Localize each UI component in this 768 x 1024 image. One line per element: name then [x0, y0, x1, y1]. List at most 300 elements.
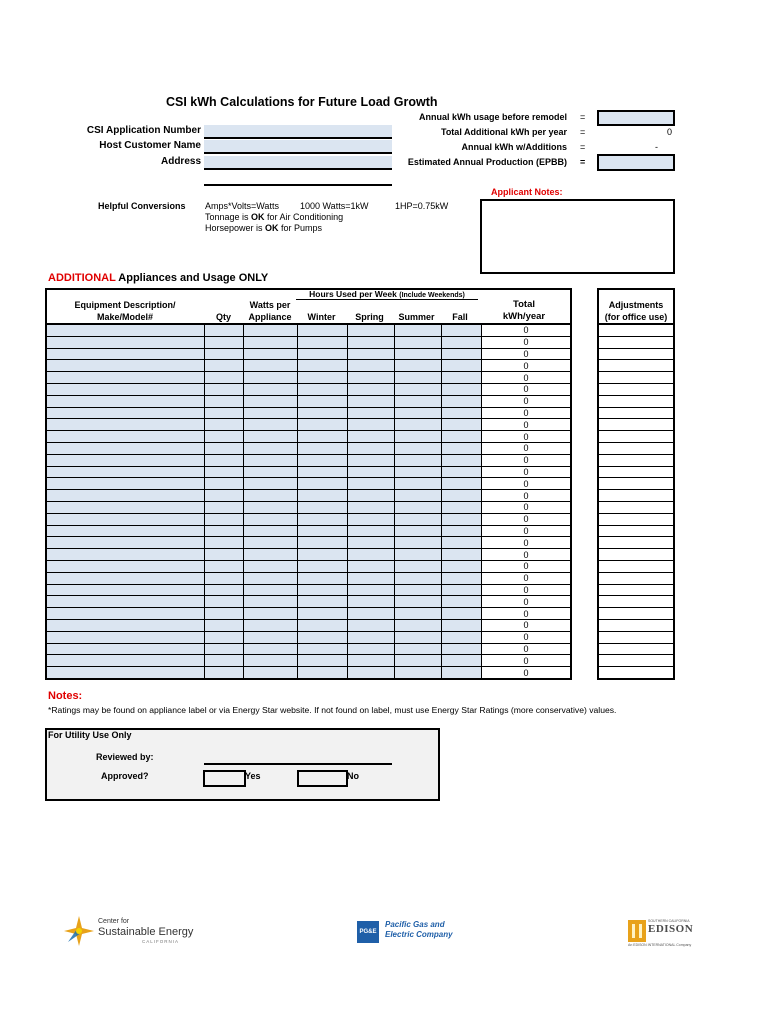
equipment-cell[interactable] [46, 572, 205, 584]
qty-cell[interactable] [205, 395, 244, 407]
fall-cell[interactable] [441, 431, 481, 443]
adjustment-cell[interactable] [598, 442, 674, 454]
reviewed-input[interactable] [204, 752, 392, 765]
fall-cell[interactable] [441, 336, 481, 348]
spring-cell[interactable] [347, 537, 394, 549]
watts-cell[interactable] [244, 490, 298, 502]
adjustment-cell[interactable] [598, 466, 674, 478]
equipment-cell[interactable] [46, 442, 205, 454]
watts-cell[interactable] [244, 572, 298, 584]
watts-cell[interactable] [244, 478, 298, 490]
address-label: Address [160, 156, 201, 167]
total-kwh-cell: 0 [482, 407, 571, 419]
equipment-cell[interactable] [46, 383, 205, 395]
equipment-cell[interactable] [46, 336, 205, 348]
fall-cell[interactable] [441, 419, 481, 431]
fall-cell[interactable] [441, 372, 481, 384]
watts-cell[interactable] [244, 348, 298, 360]
adjustment-cell[interactable] [598, 348, 674, 360]
adjustment-cell[interactable] [598, 525, 674, 537]
equipment-cell[interactable] [46, 324, 205, 336]
spring-cell[interactable] [347, 584, 394, 596]
before-remodel-label: Annual kWh usage before remodel [418, 112, 567, 122]
watts-cell[interactable] [244, 608, 298, 620]
tonnage-suffix: for Air Conditioning [264, 212, 344, 222]
appliance-table [45, 323, 572, 680]
adjustment-cell[interactable] [598, 596, 674, 608]
watts-cell[interactable] [244, 537, 298, 549]
equipment-cell[interactable] [46, 584, 205, 596]
watts-cell[interactable] [244, 643, 298, 655]
summer-cell[interactable] [394, 324, 441, 336]
watts-cell[interactable] [244, 407, 298, 419]
winter-cell[interactable] [298, 619, 347, 631]
spring-cell[interactable] [347, 549, 394, 561]
adjustment-row [598, 631, 674, 643]
winter-cell[interactable] [298, 454, 347, 466]
qty-cell[interactable] [205, 549, 244, 561]
adjustment-cell[interactable] [598, 431, 674, 443]
winter-cell[interactable] [298, 572, 347, 584]
winter-cell[interactable] [298, 419, 347, 431]
spring-cell[interactable] [347, 655, 394, 667]
qty-cell[interactable] [205, 608, 244, 620]
equipment-cell[interactable] [46, 667, 205, 679]
spring-cell[interactable] [347, 442, 394, 454]
watts-cell[interactable] [244, 324, 298, 336]
qty-cell[interactable] [205, 431, 244, 443]
with-additions-label: Annual kWh w/Additions [461, 142, 567, 152]
fall-cell[interactable] [441, 549, 481, 561]
winter-cell[interactable] [298, 324, 347, 336]
equipment-cell[interactable] [46, 501, 205, 513]
qty-cell[interactable] [205, 513, 244, 525]
adjustment-cell[interactable] [598, 383, 674, 395]
table-row [46, 596, 571, 608]
fall-cell[interactable] [441, 478, 481, 490]
adjustment-row [598, 608, 674, 620]
qty-cell[interactable] [205, 442, 244, 454]
spring-cell[interactable] [347, 513, 394, 525]
watts-cell[interactable] [244, 596, 298, 608]
winter-cell[interactable] [298, 348, 347, 360]
winter-cell[interactable] [298, 360, 347, 372]
equipment-cell[interactable] [46, 490, 205, 502]
summer-cell[interactable] [394, 537, 441, 549]
winter-cell[interactable] [298, 643, 347, 655]
spring-cell[interactable] [347, 608, 394, 620]
spring-cell[interactable] [347, 454, 394, 466]
watts-cell[interactable] [244, 525, 298, 537]
adjustment-cell[interactable] [598, 490, 674, 502]
winter-cell[interactable] [298, 584, 347, 596]
equipment-cell[interactable] [46, 372, 205, 384]
adjustment-cell[interactable] [598, 372, 674, 384]
equipment-cell[interactable] [46, 395, 205, 407]
adjustment-cell[interactable] [598, 572, 674, 584]
table-row [46, 667, 571, 679]
adjustment-cell[interactable] [598, 419, 674, 431]
production-input[interactable] [597, 154, 675, 171]
winter-cell[interactable] [298, 395, 347, 407]
spring-cell[interactable] [347, 419, 394, 431]
qty-cell[interactable] [205, 478, 244, 490]
equipment-cell[interactable] [46, 619, 205, 631]
hours-header [296, 289, 478, 299]
watts-cell[interactable] [244, 454, 298, 466]
applicant-notes-box[interactable] [480, 199, 675, 274]
total-header-line2: kWh/year [502, 311, 546, 322]
watts-header [243, 299, 297, 323]
pge-logo [357, 917, 467, 947]
winter-cell[interactable] [298, 596, 347, 608]
summer-cell[interactable] [394, 608, 441, 620]
adjustment-cell[interactable] [598, 395, 674, 407]
qty-cell[interactable] [205, 560, 244, 572]
no-checkbox[interactable] [297, 770, 348, 787]
adjustment-cell[interactable] [598, 407, 674, 419]
table-row [46, 525, 571, 537]
fall-cell[interactable] [441, 560, 481, 572]
spring-cell[interactable] [347, 572, 394, 584]
summer-cell[interactable] [394, 643, 441, 655]
spring-cell[interactable] [347, 383, 394, 395]
watts-cell[interactable] [244, 584, 298, 596]
fall-cell[interactable] [441, 619, 481, 631]
adjustment-cell[interactable] [598, 549, 674, 561]
spring-cell[interactable] [347, 324, 394, 336]
qty-cell[interactable] [205, 537, 244, 549]
total-kwh-cell: 0 [482, 442, 571, 454]
summer-cell[interactable] [394, 560, 441, 572]
winter-cell[interactable] [298, 667, 347, 679]
fall-cell[interactable] [441, 631, 481, 643]
fall-cell[interactable] [441, 490, 481, 502]
winter-cell[interactable] [298, 466, 347, 478]
equipment-cell[interactable] [46, 655, 205, 667]
equipment-cell[interactable] [46, 525, 205, 537]
winter-cell[interactable] [298, 513, 347, 525]
spring-cell[interactable] [347, 667, 394, 679]
equipment-cell[interactable] [46, 407, 205, 419]
adjustment-cell[interactable] [598, 608, 674, 620]
summer-cell[interactable] [394, 478, 441, 490]
spring-cell[interactable] [347, 525, 394, 537]
adjustment-cell[interactable] [598, 360, 674, 372]
summer-cell[interactable] [394, 667, 441, 679]
spring-cell[interactable] [347, 348, 394, 360]
qty-cell[interactable] [205, 324, 244, 336]
table-row [46, 513, 571, 525]
spring-cell[interactable] [347, 501, 394, 513]
spring-cell[interactable] [347, 490, 394, 502]
table-row [46, 407, 571, 419]
summer-cell[interactable] [394, 454, 441, 466]
qty-cell[interactable] [205, 525, 244, 537]
summer-cell[interactable] [394, 419, 441, 431]
total-kwh-cell: 0 [482, 667, 571, 679]
qty-cell[interactable] [205, 348, 244, 360]
winter-cell[interactable] [298, 655, 347, 667]
adjustment-row [598, 395, 674, 407]
winter-cell[interactable] [298, 442, 347, 454]
table-row [46, 537, 571, 549]
spring-cell[interactable] [347, 631, 394, 643]
summer-cell[interactable] [394, 655, 441, 667]
summer-cell[interactable] [394, 336, 441, 348]
qty-cell[interactable] [205, 372, 244, 384]
qty-cell[interactable] [205, 655, 244, 667]
spring-cell[interactable] [347, 619, 394, 631]
adjustment-row [598, 619, 674, 631]
qty-cell[interactable] [205, 383, 244, 395]
fall-cell[interactable] [441, 466, 481, 478]
qty-cell[interactable] [205, 466, 244, 478]
summer-cell[interactable] [394, 395, 441, 407]
watts-cell[interactable] [244, 431, 298, 443]
approved-label: Approved? [101, 771, 149, 781]
fall-cell[interactable] [441, 596, 481, 608]
watts-cell[interactable] [244, 395, 298, 407]
watts-cell[interactable] [244, 667, 298, 679]
address-input-line1[interactable] [204, 156, 392, 170]
equipment-cell[interactable] [46, 596, 205, 608]
spring-cell[interactable] [347, 372, 394, 384]
spring-cell[interactable] [347, 431, 394, 443]
fall-cell[interactable] [441, 525, 481, 537]
adjustment-cell[interactable] [598, 619, 674, 631]
qty-cell[interactable] [205, 631, 244, 643]
qty-cell[interactable] [205, 572, 244, 584]
watts-cell[interactable] [244, 372, 298, 384]
equipment-cell[interactable] [46, 608, 205, 620]
yes-checkbox[interactable] [203, 770, 246, 787]
summer-cell[interactable] [394, 383, 441, 395]
summer-cell[interactable] [394, 572, 441, 584]
equipment-cell[interactable] [46, 419, 205, 431]
fall-cell[interactable] [441, 655, 481, 667]
adjustment-cell[interactable] [598, 324, 674, 336]
total-kwh-cell: 0 [482, 643, 571, 655]
equipment-cell[interactable] [46, 631, 205, 643]
spring-cell[interactable] [347, 643, 394, 655]
adjustment-cell[interactable] [598, 537, 674, 549]
total-kwh-cell: 0 [482, 360, 571, 372]
spring-cell[interactable] [347, 407, 394, 419]
winter-cell[interactable] [298, 560, 347, 572]
winter-cell[interactable] [298, 501, 347, 513]
summer-cell[interactable] [394, 596, 441, 608]
fall-cell[interactable] [441, 501, 481, 513]
adjustment-cell[interactable] [598, 667, 674, 679]
sce-logo [628, 918, 708, 948]
total-kwh-cell: 0 [482, 537, 571, 549]
summer-cell[interactable] [394, 490, 441, 502]
winter-cell[interactable] [298, 336, 347, 348]
qty-cell[interactable] [205, 454, 244, 466]
watts-cell[interactable] [244, 442, 298, 454]
qty-cell[interactable] [205, 667, 244, 679]
winter-cell[interactable] [298, 478, 347, 490]
application-number-input[interactable] [204, 125, 392, 139]
winter-cell[interactable] [298, 608, 347, 620]
equipment-cell[interactable] [46, 454, 205, 466]
qty-cell[interactable] [205, 490, 244, 502]
equipment-cell[interactable] [46, 560, 205, 572]
total-additional-label: Total Additional kWh per year [440, 127, 567, 137]
table-row [46, 608, 571, 620]
watts-cell[interactable] [244, 513, 298, 525]
fall-cell[interactable] [441, 324, 481, 336]
adjustment-cell[interactable] [598, 513, 674, 525]
winter-cell[interactable] [298, 372, 347, 384]
fall-cell[interactable] [441, 454, 481, 466]
summer-cell[interactable] [394, 442, 441, 454]
fall-cell[interactable] [441, 348, 481, 360]
winter-cell[interactable] [298, 631, 347, 643]
address-input-line2[interactable] [204, 172, 392, 186]
adjustment-cell[interactable] [598, 454, 674, 466]
fall-cell[interactable] [441, 442, 481, 454]
spring-cell[interactable] [347, 360, 394, 372]
adjustment-row [598, 643, 674, 655]
total-kwh-cell: 0 [482, 549, 571, 561]
host-customer-input[interactable] [204, 140, 392, 154]
watts-header-line1: Watts per [249, 300, 291, 310]
equipment-cell[interactable] [46, 348, 205, 360]
adjustment-cell[interactable] [598, 336, 674, 348]
summer-cell[interactable] [394, 549, 441, 561]
watts-cell[interactable] [244, 501, 298, 513]
winter-cell[interactable] [298, 525, 347, 537]
spring-cell[interactable] [347, 560, 394, 572]
page-title: CSI kWh Calculations for Future Load Growth [166, 95, 438, 109]
summer-cell[interactable] [394, 466, 441, 478]
qty-cell[interactable] [205, 584, 244, 596]
total-header [480, 299, 568, 323]
equipment-cell[interactable] [46, 643, 205, 655]
equipment-cell[interactable] [46, 537, 205, 549]
summer-cell[interactable] [394, 348, 441, 360]
table-row [46, 619, 571, 631]
total-kwh-cell: 0 [482, 608, 571, 620]
watts-cell[interactable] [244, 655, 298, 667]
utility-title: For Utility Use Only [48, 730, 132, 740]
adjustment-cell[interactable] [598, 643, 674, 655]
table-row [46, 395, 571, 407]
qty-cell[interactable] [205, 619, 244, 631]
fall-cell[interactable] [441, 584, 481, 596]
spring-cell[interactable] [347, 478, 394, 490]
fall-cell[interactable] [441, 572, 481, 584]
adjustment-cell[interactable] [598, 560, 674, 572]
summer-cell[interactable] [394, 360, 441, 372]
fall-cell[interactable] [441, 395, 481, 407]
summer-cell[interactable] [394, 619, 441, 631]
before-remodel-input[interactable] [597, 110, 675, 126]
sce-logo-name: EDISON [648, 923, 694, 935]
watts-cell[interactable] [244, 466, 298, 478]
watts-cell[interactable] [244, 360, 298, 372]
summer-cell[interactable] [394, 372, 441, 384]
fall-cell[interactable] [441, 513, 481, 525]
adjustment-cell[interactable] [598, 655, 674, 667]
equipment-cell[interactable] [46, 360, 205, 372]
fall-cell[interactable] [441, 537, 481, 549]
watts-cell[interactable] [244, 383, 298, 395]
fall-cell[interactable] [441, 360, 481, 372]
winter-cell[interactable] [298, 549, 347, 561]
adjustment-cell[interactable] [598, 478, 674, 490]
winter-cell[interactable] [298, 407, 347, 419]
winter-cell[interactable] [298, 490, 347, 502]
qty-cell[interactable] [205, 596, 244, 608]
summer-cell[interactable] [394, 431, 441, 443]
summer-cell[interactable] [394, 631, 441, 643]
table-row [46, 348, 571, 360]
adjustment-cell[interactable] [598, 631, 674, 643]
fall-cell[interactable] [441, 383, 481, 395]
qty-cell[interactable] [205, 501, 244, 513]
watts-cell[interactable] [244, 419, 298, 431]
fall-cell[interactable] [441, 643, 481, 655]
summer-cell[interactable] [394, 501, 441, 513]
adjustment-row [598, 466, 674, 478]
watts-cell[interactable] [244, 336, 298, 348]
winter-cell[interactable] [298, 383, 347, 395]
equipment-cell[interactable] [46, 478, 205, 490]
adjustment-cell[interactable] [598, 501, 674, 513]
total-kwh-cell: 0 [482, 383, 571, 395]
winter-cell[interactable] [298, 537, 347, 549]
summer-cell[interactable] [394, 407, 441, 419]
qty-cell[interactable] [205, 643, 244, 655]
spring-header: Spring [355, 312, 384, 322]
equipment-cell[interactable] [46, 549, 205, 561]
spring-cell[interactable] [347, 466, 394, 478]
spring-cell[interactable] [347, 336, 394, 348]
fall-cell[interactable] [441, 667, 481, 679]
summer-cell[interactable] [394, 584, 441, 596]
watts-cell[interactable] [244, 560, 298, 572]
winter-cell[interactable] [298, 431, 347, 443]
qty-cell[interactable] [205, 360, 244, 372]
adjustment-row [598, 419, 674, 431]
total-kwh-cell: 0 [482, 395, 571, 407]
watts-cell[interactable] [244, 631, 298, 643]
fall-cell[interactable] [441, 608, 481, 620]
application-number-label: CSI Application Number [86, 125, 201, 136]
table-row [46, 336, 571, 348]
total-kwh-cell: 0 [482, 560, 571, 572]
qty-cell[interactable] [205, 419, 244, 431]
watts-cell[interactable] [244, 549, 298, 561]
equipment-cell[interactable] [46, 513, 205, 525]
equipment-cell[interactable] [46, 466, 205, 478]
summer-cell[interactable] [394, 525, 441, 537]
spring-cell[interactable] [347, 596, 394, 608]
summer-cell[interactable] [394, 513, 441, 525]
equipment-cell[interactable] [46, 431, 205, 443]
spring-cell[interactable] [347, 395, 394, 407]
fall-cell[interactable] [441, 407, 481, 419]
reviewed-label: Reviewed by: [96, 752, 154, 762]
adjustment-row [598, 655, 674, 667]
qty-cell[interactable] [205, 336, 244, 348]
qty-cell[interactable] [205, 407, 244, 419]
adjustment-cell[interactable] [598, 584, 674, 596]
watts-cell[interactable] [244, 619, 298, 631]
